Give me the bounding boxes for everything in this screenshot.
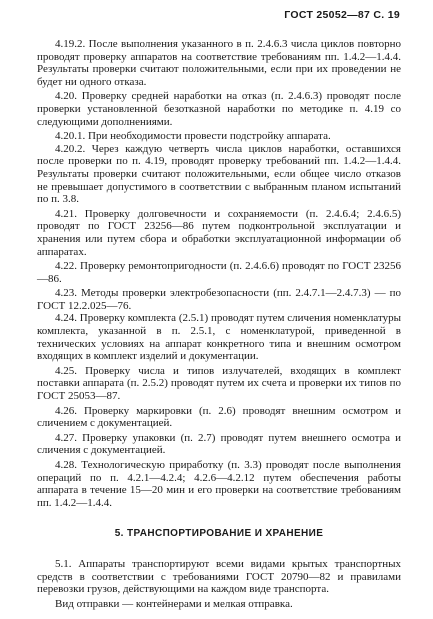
paragraph-4-27: 4.27. Проверку упаковки (п. 2.7) проводят путем внешнего осмотра и сличения с документацией.: [37, 431, 401, 457]
paragraph-4-20-1: 4.20.1. При необходимости провести подстройку аппарата.: [55, 130, 331, 143]
paragraph-4-24: 4.24. Проверку комплекта (2.5.1) проводят путем сличения номенклатуры комплекта, указанной в п. 2.5.1, с номенклатурой, приведенной в технических условиях на аппарат конкретного типа и внешним осмотром входящих в комплект изделий и документации.: [37, 312, 401, 363]
paragraph-4-20: 4.20. Проверку средней наработки на отказ (п. 2.4.6.3) проводят после проверки установленной безотказной наработки по методике п. 4.19 со следующими дополнениями.: [37, 90, 401, 128]
paragraph-4-25: 4.25. Проверку числа и типов излучателей, входящих в комплект поставки аппарата (п. 2.5.2) проводят путем их счета и проверки их типов по ГОСТ 25053—87.: [37, 364, 401, 403]
paragraph-4-20-2: 4.20.2. Через каждую четверть числа циклов наработки, оставшихся после проверки по п. 4.19, проводят проверку требований пп. 1.4.2—1.4.4. Результаты проверки считают положительными, если общее число отказов не превышает допустимого в соответствии с выбранным планом испытаний по п. 3.8.: [37, 142, 401, 206]
paragraph-4-26: 4.26. Проверку маркировки (п. 2.6) проводят внешним осмотром и сличением с документацией.: [37, 404, 401, 430]
paragraph-4-28: 4.28. Технологическую приработку (п. 3.3) проводят после выполнения операций по п. 4.2.1—4.2.4; 4.2.6—4.2.12 путем обеспечения работы аппарата в течение 15—20 мин и его проверки на соответствие требованиям пп. 1.4.2—1.4.4.: [37, 459, 401, 509]
page-body: [37, 38, 401, 610]
paragraph-5-1: 5.1. Аппараты транспортируют всеми видами крытых транспортных средств в соответствии с требованиями ГОСТ 20790—82 и правилами перевозки грузов, действующими на каждом виде транспорта.: [37, 557, 401, 596]
paragraph-4-19-2: 4.19.2. После выполнения указанного в п. 2.4.6.3 числа циклов повторно проводят проверку аппаратов на соответствие требованиям пп. 1.4.2—1.4.4. Результаты проверки считают положительными, если при их проведении не будет ни одного отказа.: [37, 38, 401, 88]
paragraph-4-21: 4.21. Проверку долговечности и сохраняемости (п. 2.4.6.4; 2.4.6.5) проводят по ГОСТ 23256—86 путем подконтрольной эксплуатации и хранения или путем сбора и обработки эксплуатационной информации об аппаратах.: [37, 207, 401, 258]
paragraph-4-23: 4.23. Методы проверки электробезопасности (пп. 2.4.7.1—2.4.7.3) — по ГОСТ 12.2.025—76.: [37, 287, 401, 312]
page-header: ГОСТ 25052—87 С. 19: [284, 9, 400, 21]
paragraph-4-22: 4.22. Проверку ремонтопригодности (п. 2.4.6.6) проводят по ГОСТ 23256—86.: [37, 260, 401, 285]
paragraph-shipment-type: Вид отправки — контейнерами и мелкая отправка.: [55, 597, 293, 610]
section-title: 5. ТРАНСПОРТИРОВАНИЕ И ХРАНЕНИЕ: [114, 528, 324, 540]
